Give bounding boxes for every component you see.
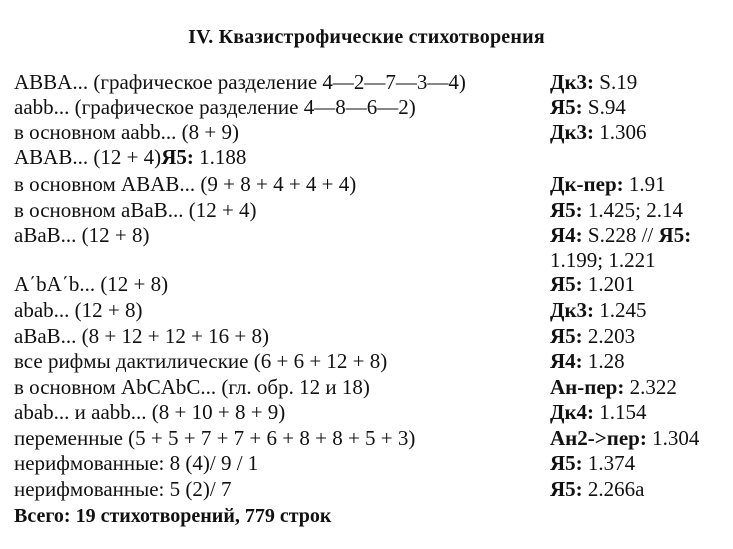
- reference-value: 1.304: [646, 426, 700, 450]
- reference-value: 1.154: [594, 400, 647, 424]
- meter-label: Дк-пер:: [550, 172, 624, 196]
- reference-value: 1.425; 2.14: [582, 198, 684, 222]
- reference: [550, 375, 677, 399]
- meter-label: Я5:: [550, 198, 583, 222]
- reference: [550, 426, 699, 450]
- meter-label: Я4:: [550, 349, 583, 373]
- scheme-line: [14, 145, 246, 169]
- reference: [550, 477, 645, 501]
- meter-label: Я5:: [550, 477, 583, 501]
- reference-value: 1.201: [582, 272, 636, 296]
- scheme-line: переменные (5 + 5 + 7 + 7 + 6 + 8 + 8 + 5 + 3): [14, 426, 416, 450]
- reference-value: 1.374: [582, 451, 636, 475]
- scheme-line: aBaB... (12 + 8): [14, 223, 150, 247]
- scheme-line: ABBA... (графическое разделение 4—2—7—3—4): [14, 70, 466, 94]
- reference-value: 1.28: [582, 349, 625, 373]
- reference-value: 1.188: [193, 145, 247, 169]
- reference: [550, 324, 635, 348]
- reference-value: S.228 //: [582, 223, 659, 247]
- scheme-line: aBaB... (8 + 12 + 12 + 16 + 8): [14, 324, 270, 348]
- reference-value: 1.91: [623, 172, 666, 196]
- meter-label: Дк3:: [550, 70, 595, 94]
- reference-value: 2.266a: [582, 477, 645, 501]
- reference: [550, 272, 635, 296]
- meter-label: Я5:: [161, 145, 194, 169]
- scheme-line: все рифмы дактилические (6 + 6 + 12 + 8): [14, 349, 388, 373]
- scheme-line: нерифмованные: 8 (4)/ 9 / 1: [14, 451, 259, 475]
- scheme-line: в основном AbCAbC... (гл. обр. 12 и 18): [14, 375, 370, 399]
- reference: [550, 70, 637, 94]
- reference: [550, 172, 666, 196]
- reference: [550, 349, 625, 373]
- reference-continuation: 1.199; 1.221: [550, 248, 656, 272]
- scheme-line: abab... и aabb... (8 + 10 + 8 + 9): [14, 400, 286, 424]
- reference: [550, 120, 647, 144]
- reference-value: S.94: [582, 95, 626, 119]
- scheme-text: ABAB... (12 + 4): [14, 145, 162, 169]
- reference: [550, 451, 635, 475]
- scheme-line: в основном aabb... (8 + 9): [14, 120, 240, 144]
- meter-label: Дк4:: [550, 400, 595, 424]
- summary-total: Всего: 19 стихотворений, 779 строк: [14, 505, 332, 527]
- scheme-line: abab... (12 + 8): [14, 298, 143, 322]
- meter-label-2: Я5:: [658, 223, 692, 247]
- meter-label: Дк3:: [550, 298, 595, 322]
- reference-value: S.19: [594, 70, 638, 94]
- meter-label: Я5:: [550, 95, 583, 119]
- meter-label: Ан2->пер:: [550, 426, 647, 450]
- meter-label: Ан-пер:: [550, 375, 625, 399]
- meter-label: Я4:: [550, 223, 583, 247]
- meter-label: Я5:: [550, 324, 583, 348]
- scheme-line: нерифмованные: 5 (2)/ 7: [14, 477, 232, 501]
- meter-label: Я5:: [550, 272, 583, 296]
- reference-value: 1.245: [594, 298, 647, 322]
- reference: [550, 298, 647, 322]
- reference-value: 1.306: [594, 120, 647, 144]
- scheme-line: A΄bA΄b... (12 + 8): [14, 272, 169, 296]
- meter-label: Дк3:: [550, 120, 595, 144]
- reference: [550, 95, 626, 119]
- reference: [550, 400, 647, 424]
- section-title: IV. Квазистрофические стихотворения: [188, 26, 545, 48]
- scheme-line: aabb... (графическое разделение 4—8—6—2): [14, 95, 416, 119]
- scheme-line: в основном aBaB... (12 + 4): [14, 198, 257, 222]
- reference: [550, 198, 683, 222]
- scheme-line: в основном ABAB... (9 + 8 + 4 + 4 + 4): [14, 172, 357, 196]
- reference-value: 2.203: [582, 324, 636, 348]
- reference: [550, 223, 691, 247]
- reference-value: 2.322: [624, 375, 677, 399]
- meter-label: Я5:: [550, 451, 583, 475]
